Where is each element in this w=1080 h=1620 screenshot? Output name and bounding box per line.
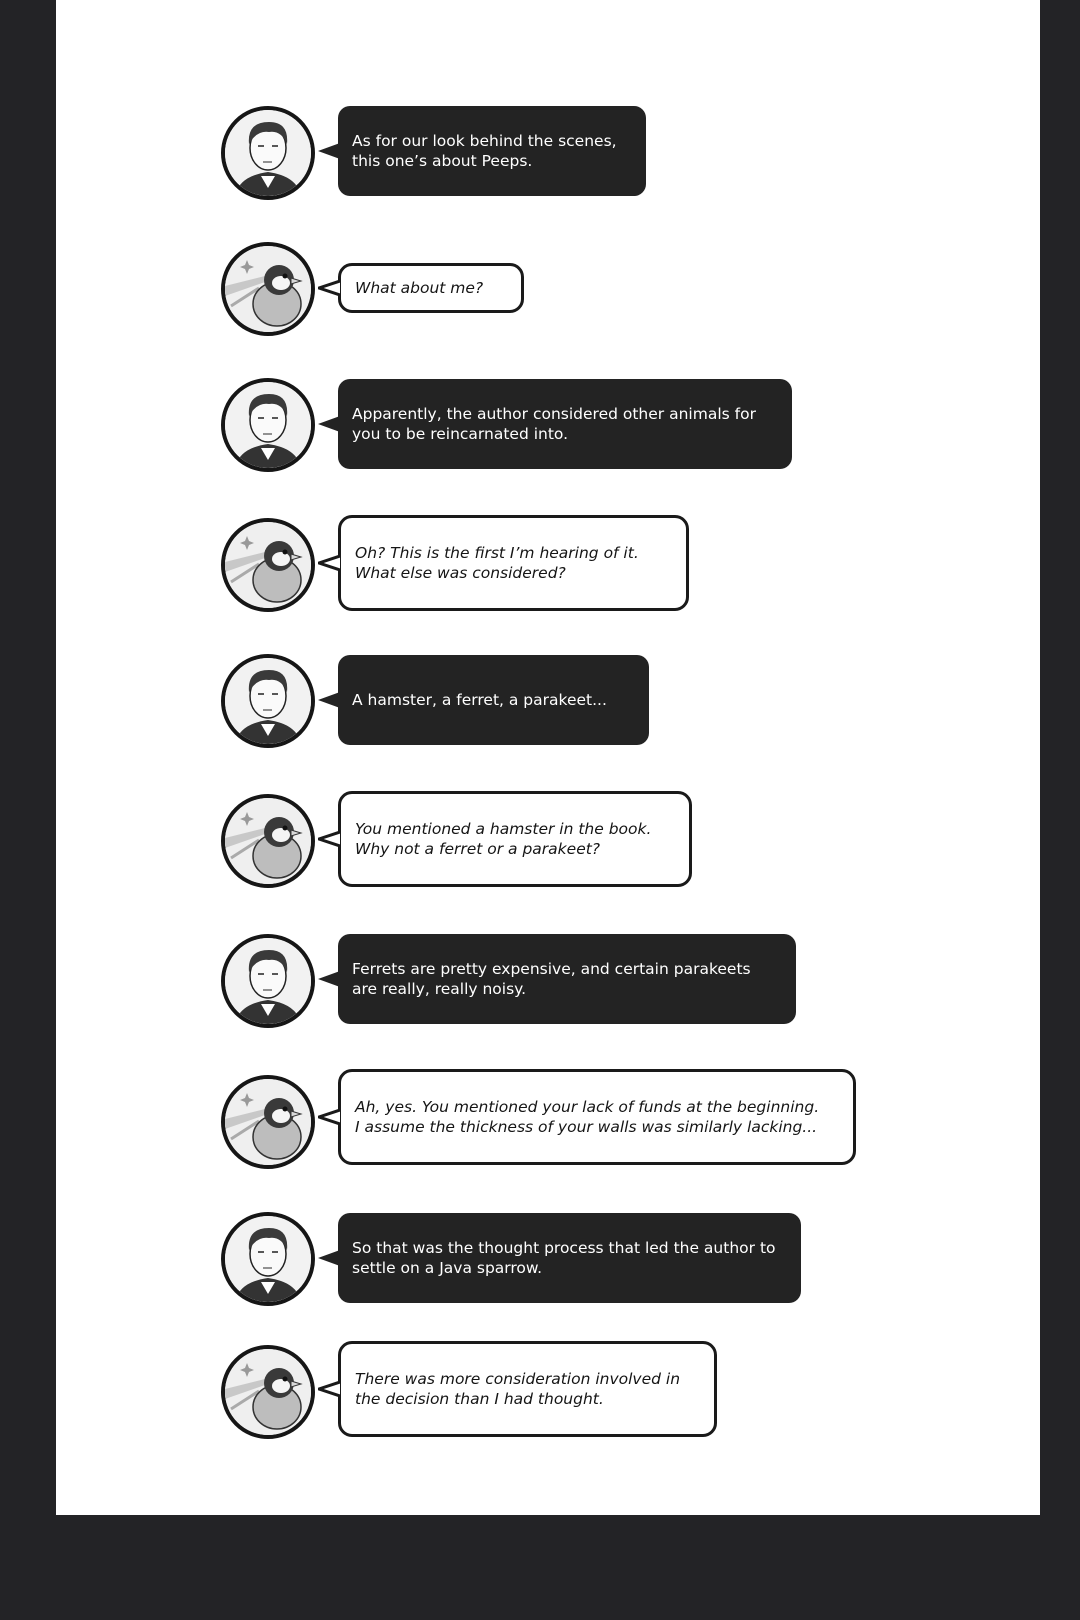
dialogue-text: Ah, yes. You mentioned your lack of funds at the beginning. I assume the thickness of your walls was similarly lacking... [355,1098,820,1136]
bubble-tail-icon [318,831,340,847]
speech-bubble [338,1069,856,1165]
java-sparrow-portrait-icon [221,1075,315,1169]
bubble-tail-icon [318,280,340,296]
bubble-tail-icon [318,1250,340,1266]
page [56,0,1040,1515]
speech-bubble [338,655,649,745]
speech-bubble [338,934,796,1024]
man-portrait-icon [221,1212,315,1306]
man-portrait-icon [221,378,315,472]
speech-bubble [338,263,524,313]
dialogue-text: A hamster, a ferret, a parakeet... [352,691,607,709]
man-portrait-icon [221,654,315,748]
bubble-tail-icon [318,692,340,708]
java-sparrow-portrait-icon [221,794,315,888]
speech-bubble [338,515,689,611]
dialogue-text: There was more consideration involved in the decision than I had thought. [355,1370,681,1408]
bubble-tail-icon [318,1109,340,1125]
dialogue-text: What about me? [355,279,484,297]
bubble-tail-icon [318,1381,340,1397]
speech-bubble [338,379,792,469]
dialogue-text: You mentioned a hamster in the book. Why not a ferret or a parakeet? [355,820,652,858]
speech-bubble [338,1213,801,1303]
bubble-tail-icon [318,416,340,432]
dialogue-text: Apparently, the author considered other animals for you to be reincarnated into. [352,405,756,443]
bubble-tail-icon [318,555,340,571]
bubble-tail-icon [318,143,340,159]
dialogue-text: Ferrets are pretty expensive, and certain parakeets are really, really noisy. [352,960,751,998]
dialogue-text: As for our look behind the scenes, this one’s about Peeps. [352,132,617,170]
speech-bubble [338,1341,717,1437]
dialogue-text: So that was the thought process that led the author to settle on a Java sparrow. [352,1239,776,1277]
speech-bubble [338,791,692,887]
speech-bubble [338,106,646,196]
man-portrait-icon [221,934,315,1028]
java-sparrow-portrait-icon [221,518,315,612]
java-sparrow-portrait-icon [221,1345,315,1439]
bubble-tail-icon [318,971,340,987]
dialogue-text: Oh? This is the first I’m hearing of it. What else was considered? [355,544,639,582]
java-sparrow-portrait-icon [221,242,315,336]
man-portrait-icon [221,106,315,200]
